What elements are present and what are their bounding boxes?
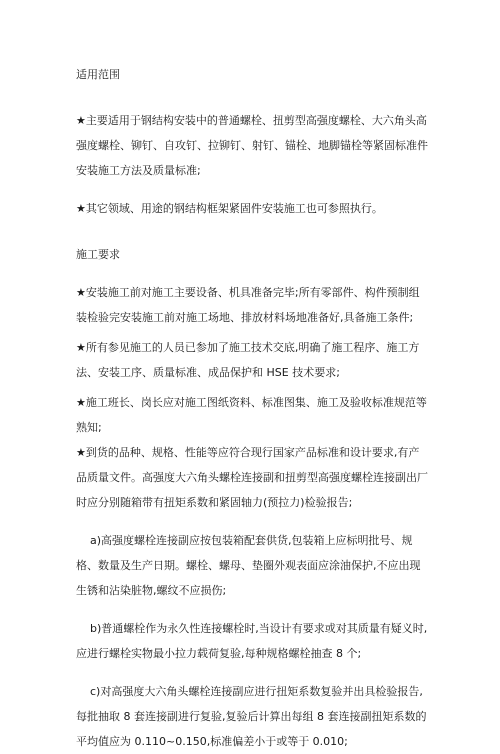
paragraph-req-briefing: ★所有参见施工的人员已参加了施工技术交底,明确了施工程序、施工方法、安装工序、质量标准、成品保护和 HSE 技术要求; — [76, 341, 420, 379]
paragraph-scope-main: ★主要适用于钢结构安装中的普通螺栓、扭剪型高强度螺栓、大六角头高强度螺栓、铆钉、自攻钉、拉铆钉、射钉、锚栓、地脚锚栓等紧固标准件安装施工方法及质量标准; — [76, 114, 428, 177]
section-heading-scope: 适用范围 — [76, 68, 120, 81]
paragraph-req-leaders: ★施工班长、岗长应对施工图纸资料、标准图集、施工及验收标准规范等熟知; — [76, 396, 427, 434]
paragraph-req-b: b)普通螺栓作为永久性连接螺栓时,当设计有要求或对其质量有疑义时,应进行螺栓实物最小拉力载荷复验,每种规格螺栓抽查 8 个; — [76, 622, 428, 660]
section-heading-requirements: 施工要求 — [76, 248, 120, 261]
document-body — [76, 62, 428, 754]
paragraph-req-preparation: ★安装施工前对施工主要设备、机具准备完毕;所有零部件、构件预制组装检验完安装施工前对施工场地、排放材料场地准备好,具备施工条件; — [76, 286, 420, 324]
paragraph-req-materials: ★到货的品种、规格、性能等应符合现行国家产品标准和设计要求,有产品质量文件。高强度大六角头螺栓连接副和扭剪型高强度螺栓连接副出厂时应分别随箱带有扭矩系数和紧固轴力(预拉力)检验报告; — [76, 446, 428, 509]
paragraph-scope-other: ★其它领域、用途的钢结构框架紧固件安装施工也可参照执行。 — [76, 202, 383, 215]
paragraph-req-c: c)对高强度大六角头螺栓连接副应进行扭矩系数复验并出具检验报告,每批抽取 8 套连接副进行复验,复验后计算出每组 8 套连接副扭矩系数的平均值应为 0.110~0.150,标准偏差小于或等于 0.010; — [76, 685, 427, 748]
paragraph-req-a: a)高强度螺栓连接副应按包装箱配套供货,包装箱上应标明批号、规格、数量及生产日期。螺栓、螺母、垫圈外观表面应涂油保护,不应出现生锈和沾染脏物,螺纹不应损伤; — [76, 534, 421, 597]
